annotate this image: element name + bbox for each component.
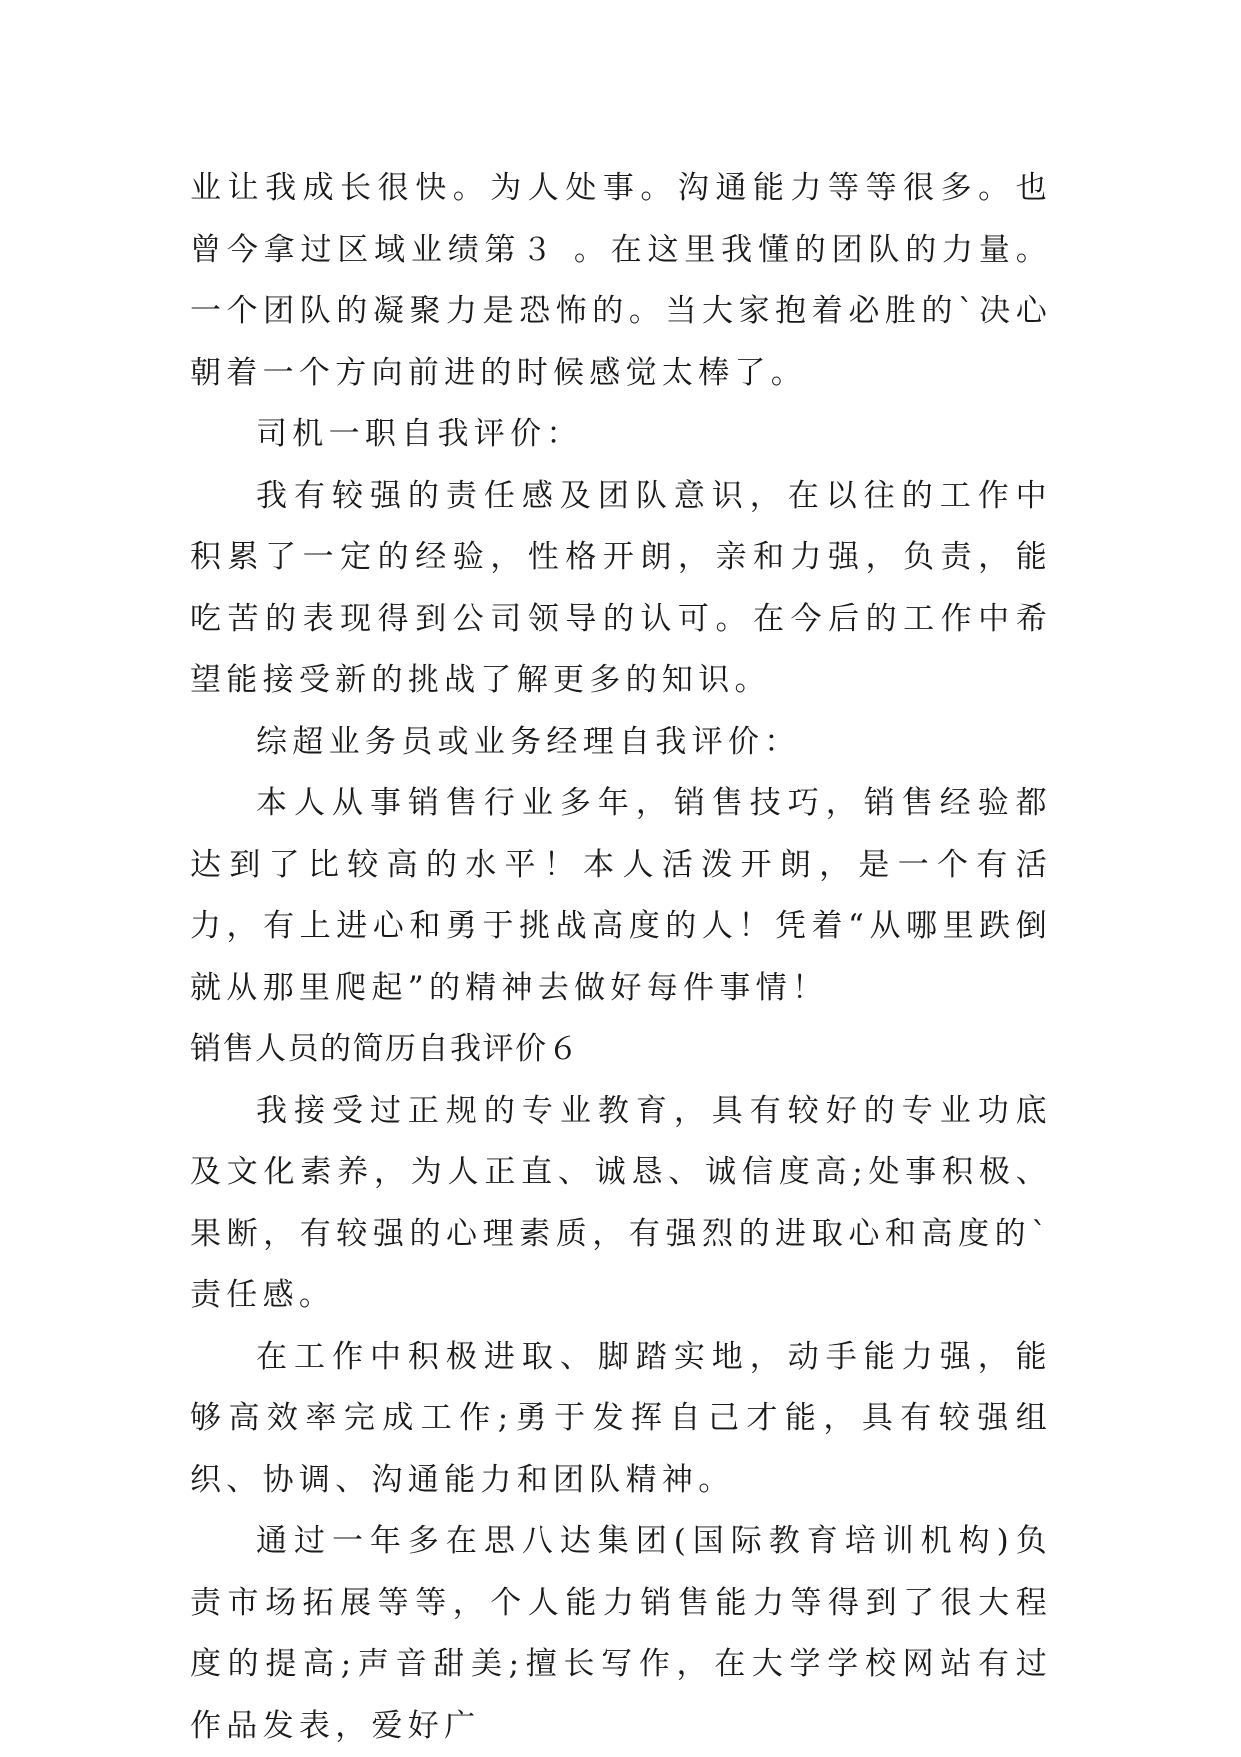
paragraph-continuation: 业让我成长很快。为人处事。沟通能力等等很多。也曾今拿过区域业绩第３ 。在这里我懂的团队的力量。一个团队的凝聚力是恐怖的。当大家抱着必胜的`决心朝着一个方向前进的时候感觉太棒了。: [190, 170, 1052, 391]
paragraph-experience: 通过一年多在思八达集团(国际教育培训机构)负责市场拓展等等，个人能力销售能力等得到了很大程度的提高;声音甜美;擅长写作，在大学学校网站有过作品发表，爱好广: [190, 1523, 1052, 1744]
section-heading: 销售人员的简历自我评价６: [190, 1031, 580, 1067]
subheading-sales-manager: 综超业务员或业务经理自我评价：: [256, 723, 801, 760]
paragraph-work-attitude: 在工作中积极进取、脚踏实地，动手能力强，能够高效率完成工作;勇于发挥自己才能，具有较强组织、协调、沟通能力和团队精神。: [190, 1338, 1052, 1498]
subheading-driver: 司机一职自我评价：: [256, 416, 583, 452]
paragraph-sales-manager-evaluation: 本人从事销售行业多年，销售技巧，销售经验都达到了比较高的水平！本人活泼开朗，是一个有活力，有上进心和勇于挑战高度的人！凭着“从哪里跌倒就从那里爬起”的精神去做好每件事情！: [190, 785, 1052, 1006]
paragraph-driver-evaluation: 我有较强的责任感及团队意识，在以往的工作中积累了一定的经验，性格开朗，亲和力强，负责，能吃苦的表现得到公司领导的认可。在今后的工作中希望能接受新的挑战了解更多的知识。: [190, 477, 1052, 698]
document-body: [190, 158, 1052, 1757]
paragraph-education: 我接受过正规的专业教育，具有较好的专业功底及文化素养，为人正直、诚恳、诚信度高;处事积极、果断，有较强的心理素质，有强烈的进取心和高度的`责任感。: [190, 1092, 1052, 1313]
